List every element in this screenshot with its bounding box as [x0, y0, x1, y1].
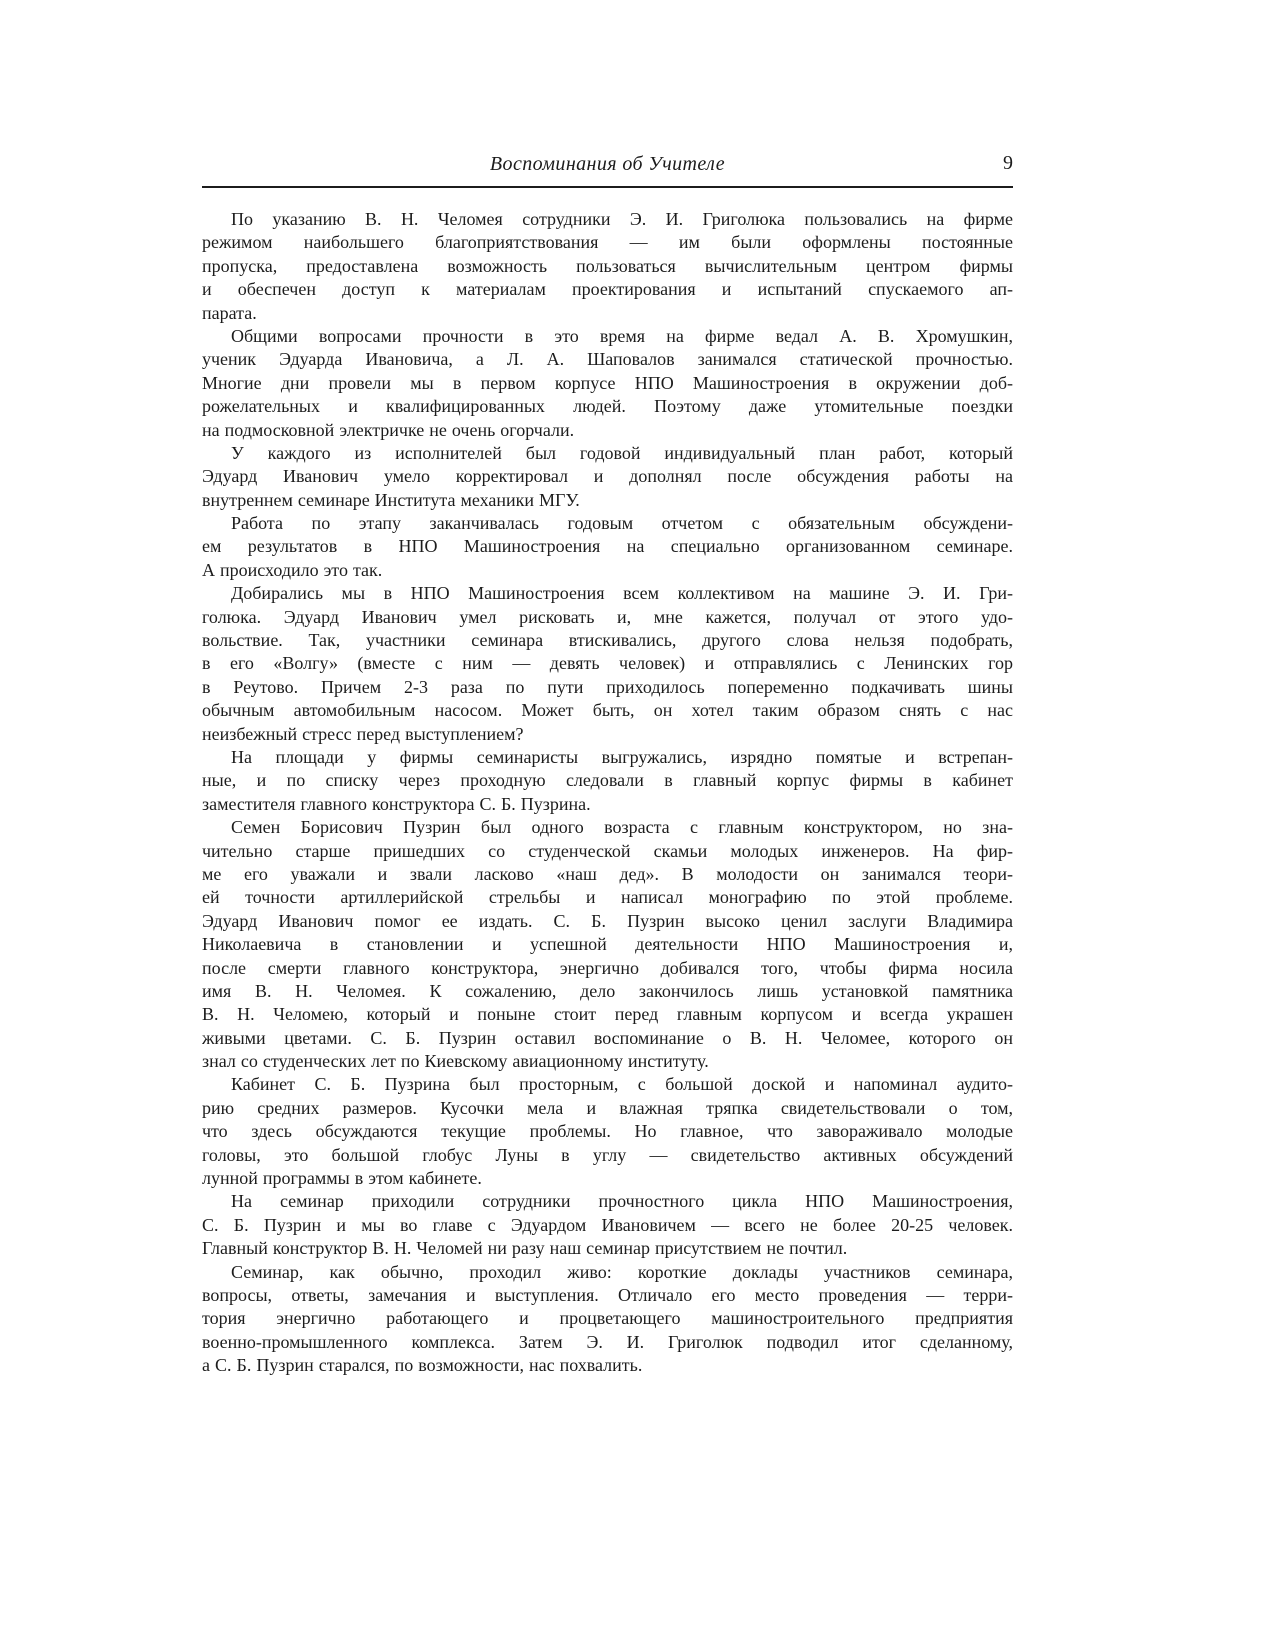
- text-line: Семен Борисович Пузрин был одного возраста с главным конструктором, но зна-: [231, 817, 1013, 838]
- text-line: после смерти главного конструктора, энергично добивался того, чтобы фирма носила: [202, 957, 1013, 978]
- paragraph: [202, 582, 1013, 746]
- text-line: рию средних размеров. Кусочки мела и влажная тряпка свидетельствовали о том,: [202, 1097, 1013, 1118]
- paragraph: [202, 1261, 1013, 1378]
- text-line: вопросы, ответы, замечания и выступления. Отличало его место проведения — терри-: [202, 1284, 1013, 1305]
- text-line: головы, это большой глобус Луны в углу — свидетельство активных обсуждений: [202, 1144, 1013, 1165]
- text-line: обычным автомобильным насосом. Может быть, он хотел таким образом снять с нас: [202, 700, 1013, 721]
- text-line: чительно старше пришедших со студенческой скамьи молодых инженеров. На фир-: [202, 840, 1013, 861]
- paragraph: [202, 1073, 1013, 1190]
- paragraph: [202, 325, 1013, 442]
- text-line: ные, и по списку через проходную следовали в главный корпус фирмы в кабинет: [202, 770, 1013, 791]
- text-line: Семинар, как обычно, проходил живо: короткие доклады участников семинара,: [231, 1261, 1013, 1282]
- paragraph: [202, 1190, 1013, 1260]
- text-line: Кабинет С. Б. Пузрина был просторным, с большой доской и напоминал аудито-: [231, 1074, 1013, 1095]
- text-line: тория энергично работающего и процветающего машиностроительного предприятия: [202, 1308, 1013, 1329]
- text-line: Главный конструктор В. Н. Челомей ни разу наш семинар присутствием не почтил.: [202, 1238, 848, 1259]
- text-line: В. Н. Челомею, который и поныне стоит перед главным корпусом и всегда украшен: [202, 1004, 1013, 1025]
- text-line: С. Б. Пузрин и мы во главе с Эдуардом Ивановичем — всего не более 20-25 человек.: [202, 1214, 1013, 1235]
- text-line: Николаевича в становлении и успешной деятельности НПО Машиностроения и,: [202, 934, 1013, 955]
- header-rule: [202, 186, 1013, 188]
- text-line: Добирались мы в НПО Машиностроения всем коллективом на машине Э. И. Гри-: [231, 583, 1013, 604]
- text-line: заместителя главного конструктора С. Б. Пузрина.: [202, 793, 591, 814]
- text-line: военно-промышленного комплекса. Затем Э. И. Григолюк подводил итог сделанному,: [202, 1331, 1013, 1352]
- running-head-title: Воспоминания об Учителе: [489, 153, 726, 175]
- text-line: голюка. Эдуард Иванович умел рисковать и, мне кажется, получал от этого удо-: [202, 606, 1013, 627]
- text-line: пропуска, предоставлена возможность пользоваться вычислительным центром фирмы: [202, 255, 1013, 276]
- text-line: У каждого из исполнителей был годовой индивидуальный план работ, который: [231, 442, 1013, 463]
- page-number: 9: [1003, 152, 1013, 174]
- text-line: на подмосковной электричке не очень огорчали.: [202, 419, 575, 440]
- text-line: ме его уважали и звали ласково «наш дед». В молодости он занимался теори-: [202, 863, 1013, 884]
- text-line: внутреннем семинаре Института механики МГУ.: [202, 489, 580, 510]
- text-line: и обеспечен доступ к материалам проектирования и испытаний спускаемого ап-: [202, 279, 1013, 300]
- text-line: а С. Б. Пузрин старался, по возможности, нас похвалить.: [202, 1355, 643, 1376]
- text-line: в его «Волгу» (вместе с ним — девять человек) и отправлялись с Ленинских гор: [202, 653, 1013, 674]
- text-line: ем результатов в НПО Машиностроения на специально организованном семинаре.: [202, 536, 1013, 557]
- paragraph: [202, 442, 1013, 512]
- text-line: Многие дни провели мы в первом корпусе НПО Машиностроения в окружении доб-: [202, 372, 1013, 393]
- text-block: [202, 208, 1013, 1378]
- text-line: живыми цветами. С. Б. Пузрин оставил воспоминание о В. Н. Челомее, которого он: [202, 1027, 1013, 1048]
- text-line: лунной программы в этом кабинете.: [202, 1168, 482, 1189]
- text-line: Работа по этапу заканчивалась годовым отчетом с обязательным обсуждени-: [231, 513, 1013, 534]
- text-line: знал со студенческих лет по Киевскому авиационному институту.: [202, 1051, 709, 1072]
- text-line: режимом наибольшего благоприятствования — им были оформлены постоянные: [202, 232, 1013, 253]
- paragraph: [202, 512, 1013, 582]
- text-line: имя В. Н. Челомея. К сожалению, дело закончилось лишь установкой памятника: [202, 980, 1013, 1001]
- text-line: На площади у фирмы семинаристы выгружались, изрядно помятые и встрепан-: [231, 746, 1013, 767]
- text-line: что здесь обсуждаются текущие проблемы. Но главное, что завораживало молодые: [202, 1121, 1013, 1142]
- text-line: в Реутово. Причем 2-3 раза по пути приходилось попеременно подкачивать шины: [202, 676, 1013, 697]
- text-line: неизбежный стресс перед выступлением?: [202, 723, 524, 744]
- text-line: ей точности артиллерийской стрельбы и написал монографию по этой проблеме.: [202, 887, 1013, 908]
- paragraph: [202, 208, 1013, 325]
- text-line: На семинар приходили сотрудники прочностного цикла НПО Машиностроения,: [231, 1191, 1013, 1212]
- text-line: Эдуард Иванович помог ее издать. С. Б. Пузрин высоко ценил заслуги Владимира: [202, 910, 1013, 931]
- text-line: Общими вопросами прочности в это время на фирме ведал А. В. Хромушкин,: [231, 325, 1013, 346]
- text-line: рожелательных и квалифицированных людей. Поэтому даже утомительные поездки: [202, 396, 1013, 417]
- text-line: вольствие. Так, участники семинара втискивались, другого слова нельзя подобрать,: [202, 630, 1013, 651]
- text-line: По указанию В. Н. Челомея сотрудники Э. И. Григолюка пользовались на фирме: [231, 209, 1013, 229]
- text-line: парата.: [202, 302, 257, 323]
- paragraph: [202, 816, 1013, 1073]
- paragraph: [202, 746, 1013, 816]
- text-line: А происходило это так.: [202, 559, 383, 580]
- text-line: ученик Эдуарда Ивановича, а Л. А. Шаповалов занимался статической прочностью.: [202, 349, 1013, 370]
- text-line: Эдуард Иванович умело корректировал и дополнял после обсуждения работы на: [202, 466, 1013, 487]
